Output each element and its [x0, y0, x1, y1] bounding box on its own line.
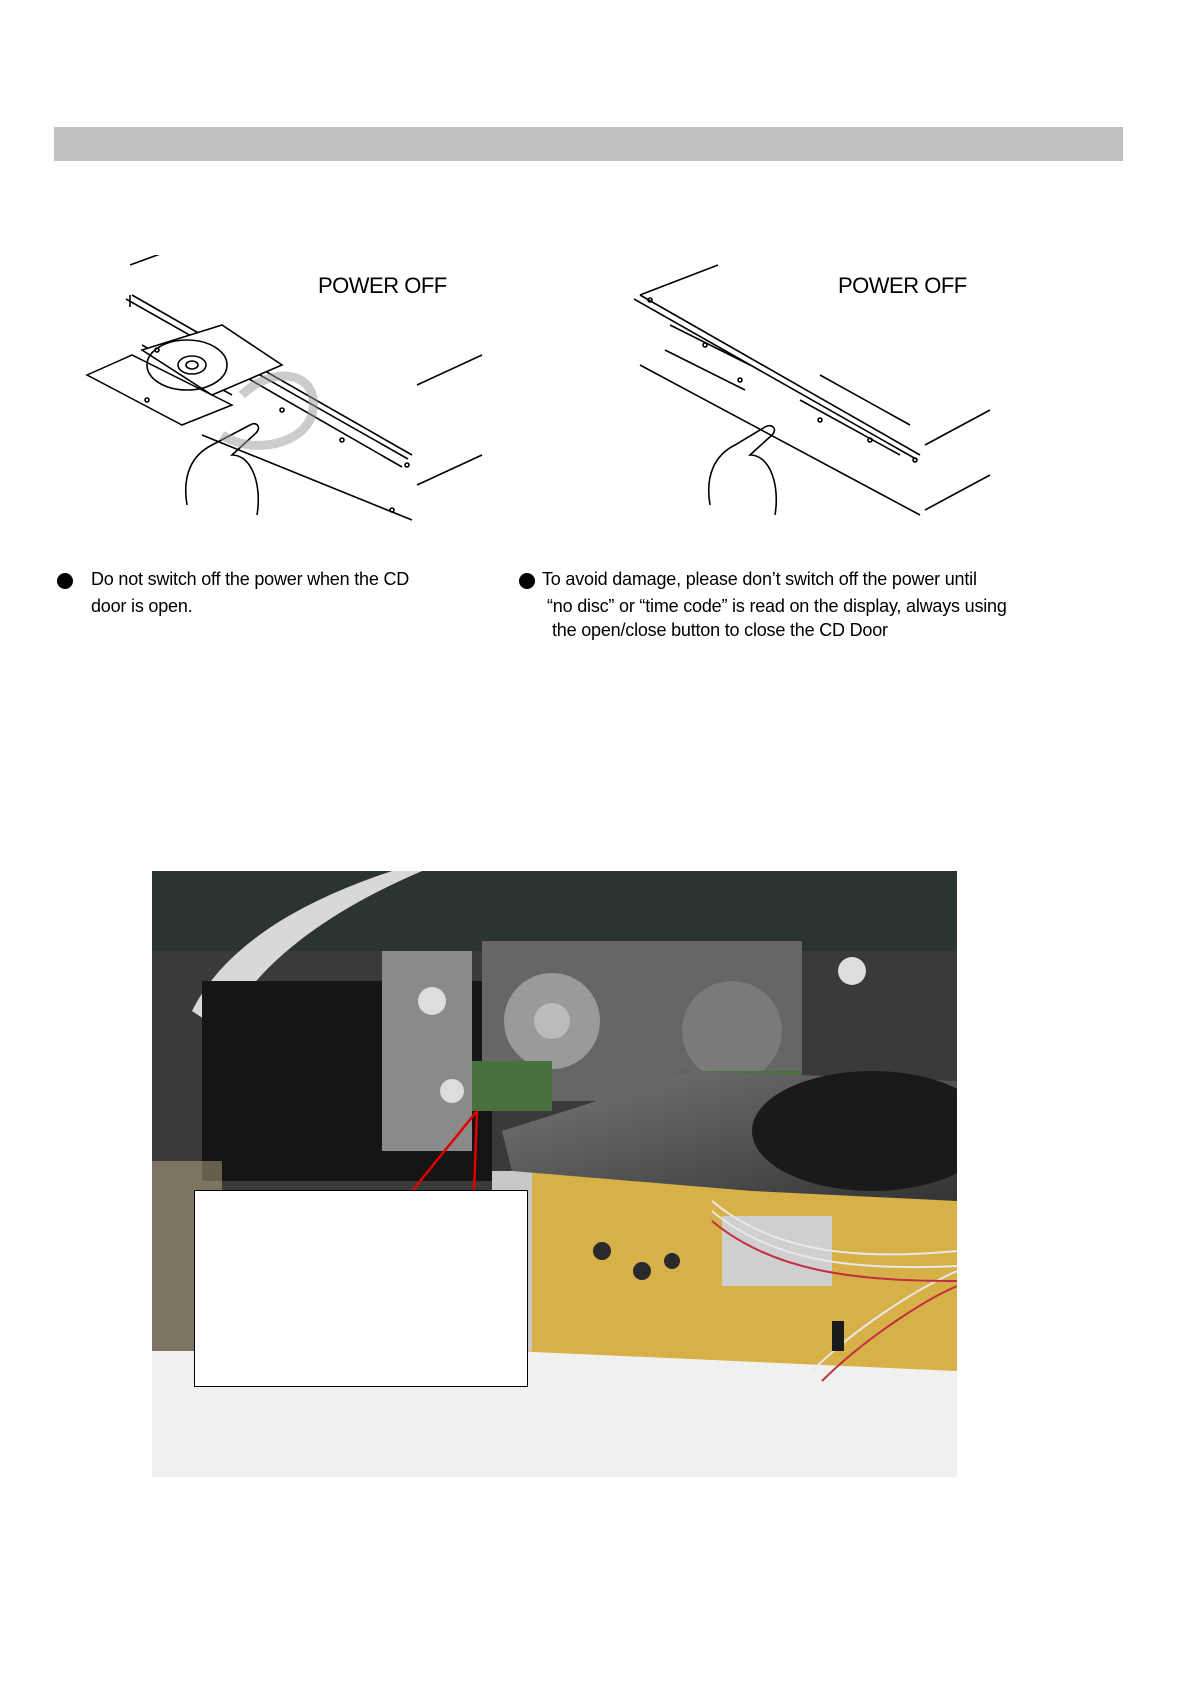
power-off-label-right: POWER OFF — [838, 273, 967, 298]
note-right-line-1: To avoid damage, please don’t switch off the power until — [542, 569, 977, 589]
note-left-line-2: door is open. — [91, 596, 193, 616]
cd-player-front-panel-closed-icon — [610, 255, 1030, 525]
note-right-line-3: the open/close button to close the CD Door — [552, 620, 888, 640]
power-off-door-closed-illustration — [610, 255, 1030, 525]
bullet-icon — [519, 573, 535, 589]
callout-label-box — [194, 1190, 528, 1387]
power-off-door-open-illustration — [82, 255, 502, 525]
power-off-label-left: POWER OFF — [318, 273, 447, 298]
section-header-bar — [54, 127, 1123, 161]
note-right — [542, 566, 1007, 640]
note-right-line-2: “no disc” or “time code” is read on the display, always using — [547, 596, 1007, 616]
note-left — [91, 566, 409, 620]
bullet-icon — [57, 573, 73, 589]
note-left-line-1: Do not switch off the power when the CD — [91, 569, 410, 589]
